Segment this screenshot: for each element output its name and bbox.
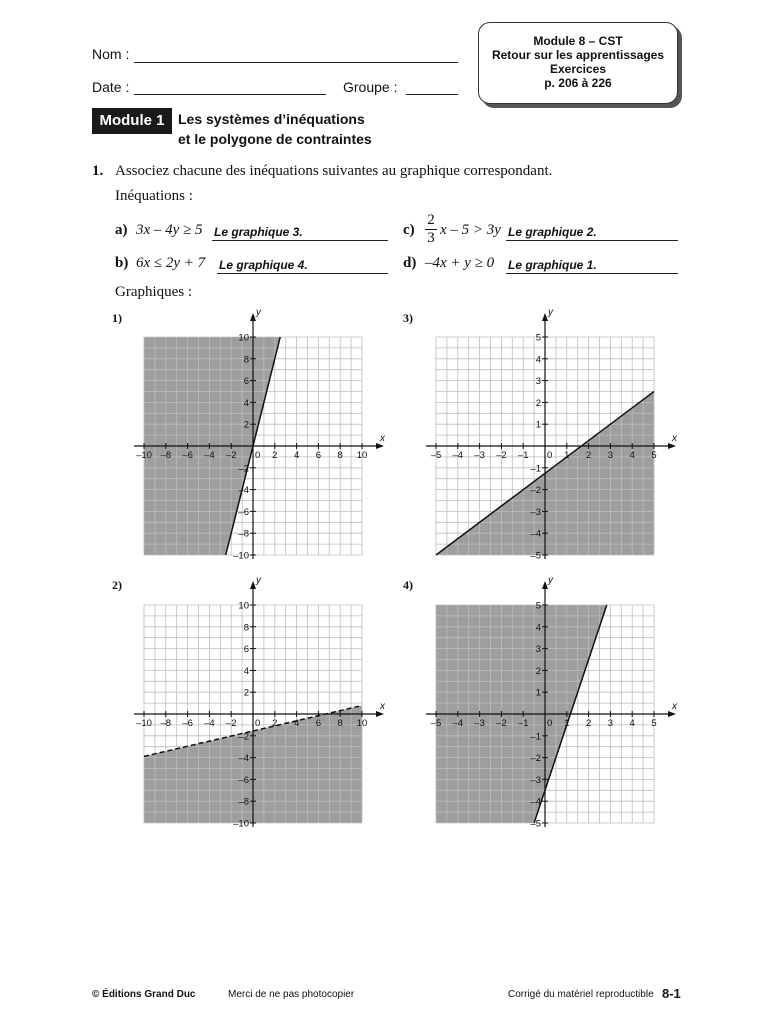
x-tick-label: 1 <box>564 450 570 461</box>
x-tick-label: 4 <box>629 450 635 461</box>
y-tick-label: 4 <box>535 354 541 366</box>
x-tick-label: 3 <box>607 450 614 461</box>
x-tick-label: –8 <box>160 450 172 461</box>
y-tick-label: 3 <box>535 644 541 656</box>
footer-corrige: Corrigé du matériel reproductible <box>508 989 654 1000</box>
graph-1-label: 1) <box>112 311 122 325</box>
x-tick-label: –4 <box>452 718 464 729</box>
item-c-fraction-denominator: 3 <box>427 230 435 246</box>
x-tick-label: 2 <box>272 718 278 729</box>
question-text: Associez chacune des inéquations suivantes au graphique correspondant. <box>115 163 553 179</box>
inequations-label: Inéquations : <box>115 188 193 204</box>
y-tick-label: 4 <box>243 665 249 677</box>
footer-page-number: 8-1 <box>662 986 681 1001</box>
y-tick-label: –3 <box>530 774 541 786</box>
x-tick-label: –4 <box>204 450 215 461</box>
graph-4-label: 4) <box>403 578 413 592</box>
y-tick-label: –2 <box>238 731 249 743</box>
x-tick-label: –4 <box>452 450 464 461</box>
module-badge: Module 1 <box>92 108 172 134</box>
module-info-box <box>478 22 678 104</box>
y-tick-label: –4 <box>238 753 249 765</box>
y-tick-label: –5 <box>530 818 541 830</box>
x-tick-label: –2 <box>496 450 507 461</box>
x-tick-label: 4 <box>293 450 300 461</box>
y-axis-label: y <box>548 307 553 318</box>
y-tick-label: –2 <box>530 753 541 765</box>
item-c-fraction-numerator: 2 <box>425 212 437 230</box>
item-a-answer-line <box>212 240 388 241</box>
x-tick-label: 4 <box>629 718 635 729</box>
graph-3 <box>412 300 682 570</box>
x-tick-label: 6 <box>315 450 322 461</box>
x-tick-label: 0 <box>255 718 261 729</box>
y-tick-label: 1 <box>535 419 541 431</box>
x-tick-label: –10 <box>136 718 152 729</box>
x-tick-label: 3 <box>607 718 614 729</box>
x-tick-label: –2 <box>225 450 237 461</box>
module-info-line1: Module 8 – CST <box>533 34 623 48</box>
y-tick-label: –4 <box>530 796 541 808</box>
y-tick-label: –8 <box>238 796 249 808</box>
x-axis-label: x <box>672 433 677 444</box>
y-tick-label: 2 <box>243 687 249 699</box>
x-tick-label: 8 <box>337 450 343 461</box>
module-info-line3: Exercices <box>549 62 607 76</box>
x-tick-label: 6 <box>315 718 322 729</box>
graph-2 <box>120 568 390 838</box>
x-tick-label: –2 <box>496 718 507 729</box>
y-axis-label: y <box>548 575 553 586</box>
y-tick-label: 8 <box>243 622 249 634</box>
x-tick-label: –6 <box>182 718 193 729</box>
x-tick-label: 2 <box>585 718 592 729</box>
item-b-answer[interactable]: Le graphique 4. <box>219 258 308 272</box>
x-tick-label: 8 <box>337 718 343 729</box>
question-number: 1. <box>92 163 104 179</box>
y-tick-label: 8 <box>243 354 249 366</box>
x-tick-label: –2 <box>225 718 237 729</box>
y-tick-label: –6 <box>238 774 249 786</box>
item-a-answer[interactable]: Le graphique 3. <box>214 225 303 239</box>
item-c-fraction <box>425 212 437 247</box>
y-tick-label: 1 <box>535 687 541 699</box>
x-tick-label: 5 <box>651 718 657 729</box>
footer-notice: Merci de ne pas photocopier <box>228 989 355 1000</box>
footer-publisher: © Éditions Grand Duc <box>92 989 196 1000</box>
x-tick-label: –1 <box>517 450 529 461</box>
y-axis-label: y <box>256 575 261 586</box>
y-tick-label: 10 <box>238 600 249 612</box>
module-title <box>178 109 418 149</box>
group-label: Groupe : <box>343 79 398 95</box>
y-tick-label: 2 <box>243 419 249 431</box>
y-tick-label: 5 <box>535 332 541 344</box>
y-tick-label: 6 <box>243 644 249 656</box>
y-tick-label: –2 <box>530 485 541 497</box>
y-tick-label: –1 <box>530 463 541 475</box>
x-tick-label: –10 <box>136 450 152 461</box>
item-d-answer[interactable]: Le graphique 1. <box>508 258 597 272</box>
x-axis-label: x <box>672 701 677 712</box>
item-b-letter: b) <box>115 255 129 271</box>
module-title-line2: et le polygone de contraintes <box>178 131 372 147</box>
y-tick-label: 3 <box>535 376 541 388</box>
x-tick-label: –8 <box>160 718 172 729</box>
date-field-line[interactable] <box>134 94 326 95</box>
item-a-letter: a) <box>115 222 128 238</box>
y-tick-label: –1 <box>530 731 541 743</box>
y-tick-label: –3 <box>530 506 541 518</box>
item-c-expression: x – 5 > 3y <box>440 222 501 238</box>
item-d-answer-line <box>506 273 678 274</box>
x-tick-label: –6 <box>182 450 193 461</box>
graph-2-label: 2) <box>112 578 122 592</box>
module-info-line2: Retour sur les apprentissages <box>491 48 665 62</box>
x-tick-label: 0 <box>255 450 261 461</box>
date-label: Date : <box>92 79 130 95</box>
graphiques-label: Graphiques : <box>115 284 193 300</box>
x-tick-label: 0 <box>547 718 553 729</box>
x-tick-label: –5 <box>430 450 442 461</box>
x-tick-label: 2 <box>272 450 278 461</box>
y-tick-label: 10 <box>238 332 249 344</box>
x-tick-label: –3 <box>474 718 485 729</box>
item-c-answer-line <box>506 240 678 241</box>
item-d-expression: –4x + y ≥ 0 <box>425 255 495 271</box>
item-a-expression: 3x – 4y ≥ 5 <box>136 222 203 238</box>
item-d-letter: d) <box>403 255 417 271</box>
y-tick-label: –4 <box>530 528 541 540</box>
name-label: Nom : <box>92 46 130 62</box>
y-tick-label: –10 <box>233 818 249 830</box>
x-tick-label: 10 <box>356 450 368 461</box>
module-info-line4: p. 206 à 226 <box>544 76 612 90</box>
graph-4 <box>412 568 682 838</box>
x-axis-label: x <box>380 433 385 444</box>
y-tick-label: –2 <box>238 463 249 475</box>
y-tick-label: –6 <box>238 506 249 518</box>
y-tick-label: –8 <box>238 528 249 540</box>
module-title-line1: Les systèmes d’inéquations <box>178 111 365 127</box>
group-field-line[interactable] <box>406 94 458 95</box>
y-tick-label: 4 <box>535 622 541 634</box>
y-tick-label: 2 <box>535 665 541 677</box>
x-tick-label: 0 <box>547 450 553 461</box>
y-axis-label: y <box>256 307 261 318</box>
name-field-line[interactable] <box>134 62 458 63</box>
x-tick-label: 1 <box>564 718 570 729</box>
item-c-letter: c) <box>403 222 415 238</box>
item-b-answer-line <box>217 273 388 274</box>
y-tick-label: –10 <box>233 550 249 562</box>
x-tick-label: 10 <box>356 718 368 729</box>
y-tick-label: 4 <box>243 397 249 409</box>
y-tick-label: –5 <box>530 550 541 562</box>
x-axis-label: x <box>380 701 385 712</box>
x-tick-label: –4 <box>204 718 215 729</box>
x-tick-label: –3 <box>474 450 485 461</box>
y-tick-label: 6 <box>243 376 249 388</box>
y-tick-label: –4 <box>238 485 249 497</box>
x-tick-label: –5 <box>430 718 442 729</box>
item-b-expression: 6x ≤ 2y + 7 <box>136 255 206 271</box>
graph-1 <box>120 300 390 570</box>
y-tick-label: 5 <box>535 600 541 612</box>
x-tick-label: 5 <box>651 450 657 461</box>
x-tick-label: 2 <box>585 450 592 461</box>
item-c-answer[interactable]: Le graphique 2. <box>508 225 597 239</box>
y-tick-label: 2 <box>535 397 541 409</box>
x-tick-label: –1 <box>517 718 529 729</box>
x-tick-label: 4 <box>293 718 300 729</box>
graph-3-label: 3) <box>403 311 413 325</box>
